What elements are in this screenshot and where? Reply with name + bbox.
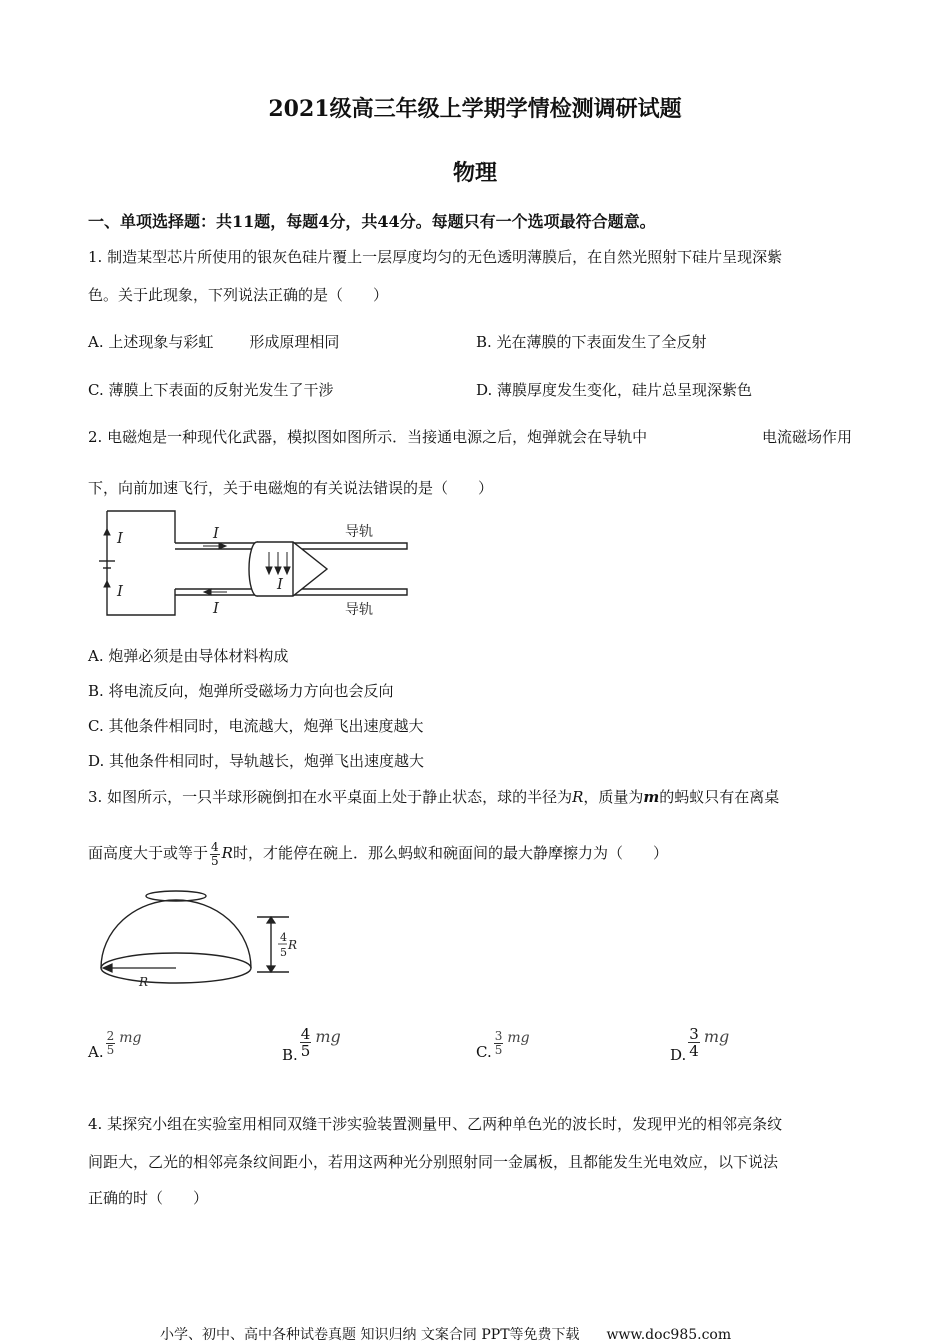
- q3-option-c-num: 3: [494, 1029, 503, 1043]
- q3-option-d-den: 4: [689, 1042, 699, 1060]
- current-label-top-rail: I: [213, 524, 219, 542]
- q3-option-b-num: 4: [300, 1025, 311, 1043]
- rail-label-top: 导轨: [345, 524, 373, 540]
- current-label-bottom-left: I: [117, 582, 123, 600]
- q3-fraction: [210, 841, 220, 868]
- q3-option-d-unit: mg: [703, 1026, 730, 1046]
- footer-ad-text: 小学、初中、高中各种试卷真题 知识归纳 文案合同 PPT等免费下载: [160, 1327, 580, 1343]
- bowl-height-den: 5: [280, 946, 287, 959]
- railgun-diagram: [95, 505, 415, 623]
- q3-line1-part1: 3. 如图所示，一只半球形碗倒扣在水平桌面上处于静止状态，球的半径为: [88, 788, 573, 806]
- q1-stem-line1: 1. 制造某型芯片所使用的银灰色硅片覆上一层厚度均匀的无色透明薄膜后，在自然光照射下硅片呈现深紫: [88, 248, 783, 266]
- q3-fraction-var: R: [221, 844, 233, 862]
- q4-stem-line2: 间距大，乙光的相邻亮条纹间距小，若用这两种光分别照射同一金属板，且都能发生光电效应，以下说法: [88, 1153, 779, 1171]
- q3-var-r: R: [572, 788, 584, 806]
- q3-option-a-num: 2: [106, 1029, 115, 1043]
- q2-option-a: A. 炮弹必须是由导体材料构成: [88, 647, 289, 665]
- bowl-height-num: 4: [280, 931, 287, 944]
- q3-option-a-unit: mg: [119, 1029, 142, 1046]
- footer-text: [160, 1324, 731, 1344]
- q3-option-c-den: 5: [494, 1043, 503, 1057]
- q1-option-a: [88, 332, 339, 352]
- q3-option-b-unit: mg: [315, 1026, 341, 1046]
- q2-option-b: B. 将电流反向，炮弹所受磁场力方向也会反向: [88, 682, 394, 700]
- q2-stem-line1-part1: 2. 电磁炮是一种现代化武器，模拟图如图所示．当接通电源之后，炮弹就会在导轨中: [88, 428, 648, 446]
- q3-var-m: m: [643, 788, 660, 806]
- q3-option-a-den: 5: [106, 1043, 115, 1057]
- q3-option-d: [670, 1025, 730, 1064]
- q1-option-a-part2: 形成原理相同: [249, 333, 340, 351]
- q3-option-d-num: 3: [689, 1025, 699, 1043]
- page-title: 2021级高三年级上学期学情检测调研试题: [268, 96, 682, 122]
- q3-option-a-label: A.: [88, 1042, 104, 1061]
- subject-title: 物理: [452, 160, 497, 186]
- q1-option-d: D. 薄膜厚度发生变化，硅片总呈现深紫色: [476, 381, 753, 399]
- rail-label-bottom: 导轨: [345, 602, 373, 618]
- bowl-radius-label: R: [139, 975, 149, 989]
- footer-url[interactable]: www.doc985.com: [606, 1327, 732, 1343]
- q2-stem-line2: 下，向前加速飞行，关于电磁炮的有关说法错误的是（ ）: [88, 479, 494, 497]
- current-label-top-left: I: [117, 529, 123, 547]
- q2-stem-line1-part2: 电流磁场作用: [762, 428, 853, 446]
- q3-line1-part2: ，质量为: [583, 788, 644, 806]
- q4-stem-line1: 4. 某探究小组在实验室用相同双缝干涉实验装置测量甲、乙两种单色光的波长时，发现甲光的相邻亮条纹: [88, 1115, 783, 1133]
- q3-option-a: [88, 1029, 142, 1061]
- q3-option-c-unit: mg: [507, 1029, 530, 1046]
- current-label-projectile: I: [277, 575, 283, 593]
- q3-line1-part3: 的蚂蚁只有在离桌: [659, 788, 780, 806]
- q3-line2-part2: 时，才能停在碗上．那么蚂蚁和碗面间的最大静摩擦力为（ ）: [232, 844, 668, 862]
- q3-option-b: [282, 1025, 341, 1064]
- q1-option-b: B. 光在薄膜的下表面发生了全反射: [476, 333, 707, 351]
- q3-option-c-label: C.: [476, 1042, 492, 1061]
- q1-option-a-part1: A. 上述现象与彩虹: [88, 333, 214, 351]
- q3-option-b-den: 5: [300, 1042, 311, 1060]
- q2-option-c: C. 其他条件相同时，电流越大，炮弹飞出速度越大: [88, 717, 424, 735]
- q3-option-b-label: B.: [282, 1045, 298, 1064]
- q3-stem-line1: [88, 787, 779, 807]
- q3-fraction-num: 4: [211, 839, 219, 854]
- q3-fraction-den: 5: [211, 853, 219, 868]
- q2-option-d: D. 其他条件相同时，导轨越长，炮弹飞出速度越大: [88, 752, 425, 770]
- section-heading: 一、单项选择题：共11题，每题4分，共44分。每题只有一个选项最符合题意。: [88, 212, 656, 231]
- q3-line2-part1: 面高度大于或等于: [88, 844, 209, 862]
- bowl-diagram: [95, 888, 305, 998]
- q4-stem-line3: 正确的时（ ）: [88, 1189, 209, 1207]
- bowl-height-var: R: [288, 938, 298, 952]
- q1-stem-line2: 色。关于此现象，下列说法正确的是（ ）: [88, 286, 389, 304]
- q1-option-c: C. 薄膜上下表面的反射光发生了干涉: [88, 381, 334, 399]
- q3-stem-line2: [88, 834, 668, 872]
- current-label-bottom-rail: I: [213, 599, 219, 617]
- q3-option-d-label: D.: [670, 1045, 687, 1064]
- q3-option-c: [476, 1029, 530, 1061]
